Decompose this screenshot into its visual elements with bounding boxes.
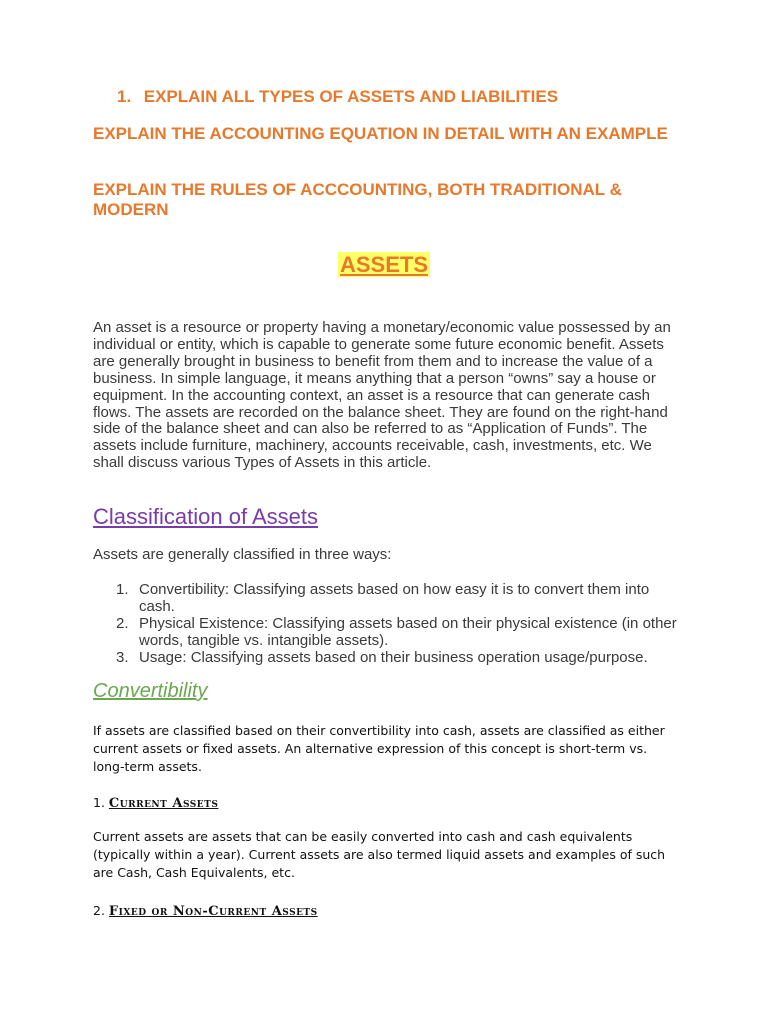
question-1 [117, 87, 737, 107]
current-assets-heading [93, 794, 218, 813]
current-assets-title: Current Assets [108, 796, 219, 811]
list-item [93, 581, 683, 615]
question-3: EXPLAIN THE RULES OF ACCCOUNTING, BOTH TRADITIONAL & MODERN [93, 180, 622, 219]
assets-title-text: ASSETS [339, 252, 429, 277]
fixed-assets-number: 2. [93, 903, 105, 918]
intro-paragraph: An asset is a resource or property having a monetary/economic value possessed by an individual or entity, which is capable to generate some future economic benefit. Assets are generally brought in business to benefit from them and to increase the value of a business. In simple language, it means anything that a person “owns” say a house or equipment. In the accounting context, an asset is a resource that can generate cash flows. The assets are recorded on the balance sheet. They are found on the right-hand side of the balance sheet and can also be referred to as “Application of Funds”. The assets include furniture, machinery, accounts receivable, cash, investments, etc. We shall discuss various Types of Assets in this article. [93, 319, 671, 472]
list-item-number: 1. [116, 581, 129, 598]
list-item [93, 615, 683, 649]
question-2: EXPLAIN THE ACCOUNTING EQUATION IN DETAIL WITH AN EXAMPLE [93, 124, 668, 143]
list-item-number: 3. [116, 649, 129, 666]
classification-heading: Classification of Assets [93, 504, 318, 529]
classification-intro: Assets are generally classified in three ways: [93, 546, 392, 563]
fixed-assets-title: Fixed or Non-Current Assets [108, 904, 318, 919]
assets-title [0, 252, 768, 278]
convertibility-paragraph: If assets are classified based on their convertibility into cash, assets are classified as either current assets or fixed assets. An alternative expression of this concept is short-term vs. long-term assets. [93, 723, 665, 774]
question-1-number: 1. [117, 87, 132, 106]
list-item-text: Physical Existence: Classifying assets based on their physical existence (in other words, tangible vs. intangible assets). [139, 615, 677, 649]
question-1-text: EXPLAIN ALL TYPES OF ASSETS AND LIABILITIES [143, 87, 559, 106]
list-item-text: Usage: Classifying assets based on their business operation usage/purpose. [139, 649, 648, 666]
convertibility-heading: Convertibility [93, 680, 208, 702]
list-item [93, 649, 683, 666]
list-item-number: 2. [116, 615, 129, 632]
current-assets-paragraph: Current assets are assets that can be easily converted into cash and cash equivalents (typically within a year). Current assets are also termed liquid assets and examples of such are Cash, Cash Equivalents, etc. [93, 829, 666, 880]
list-item-text: Convertibility: Classifying assets based on how easy it is to convert them into cash. [139, 581, 650, 615]
current-assets-number: 1. [93, 795, 105, 810]
classification-list [93, 581, 683, 666]
fixed-assets-heading [93, 902, 318, 921]
